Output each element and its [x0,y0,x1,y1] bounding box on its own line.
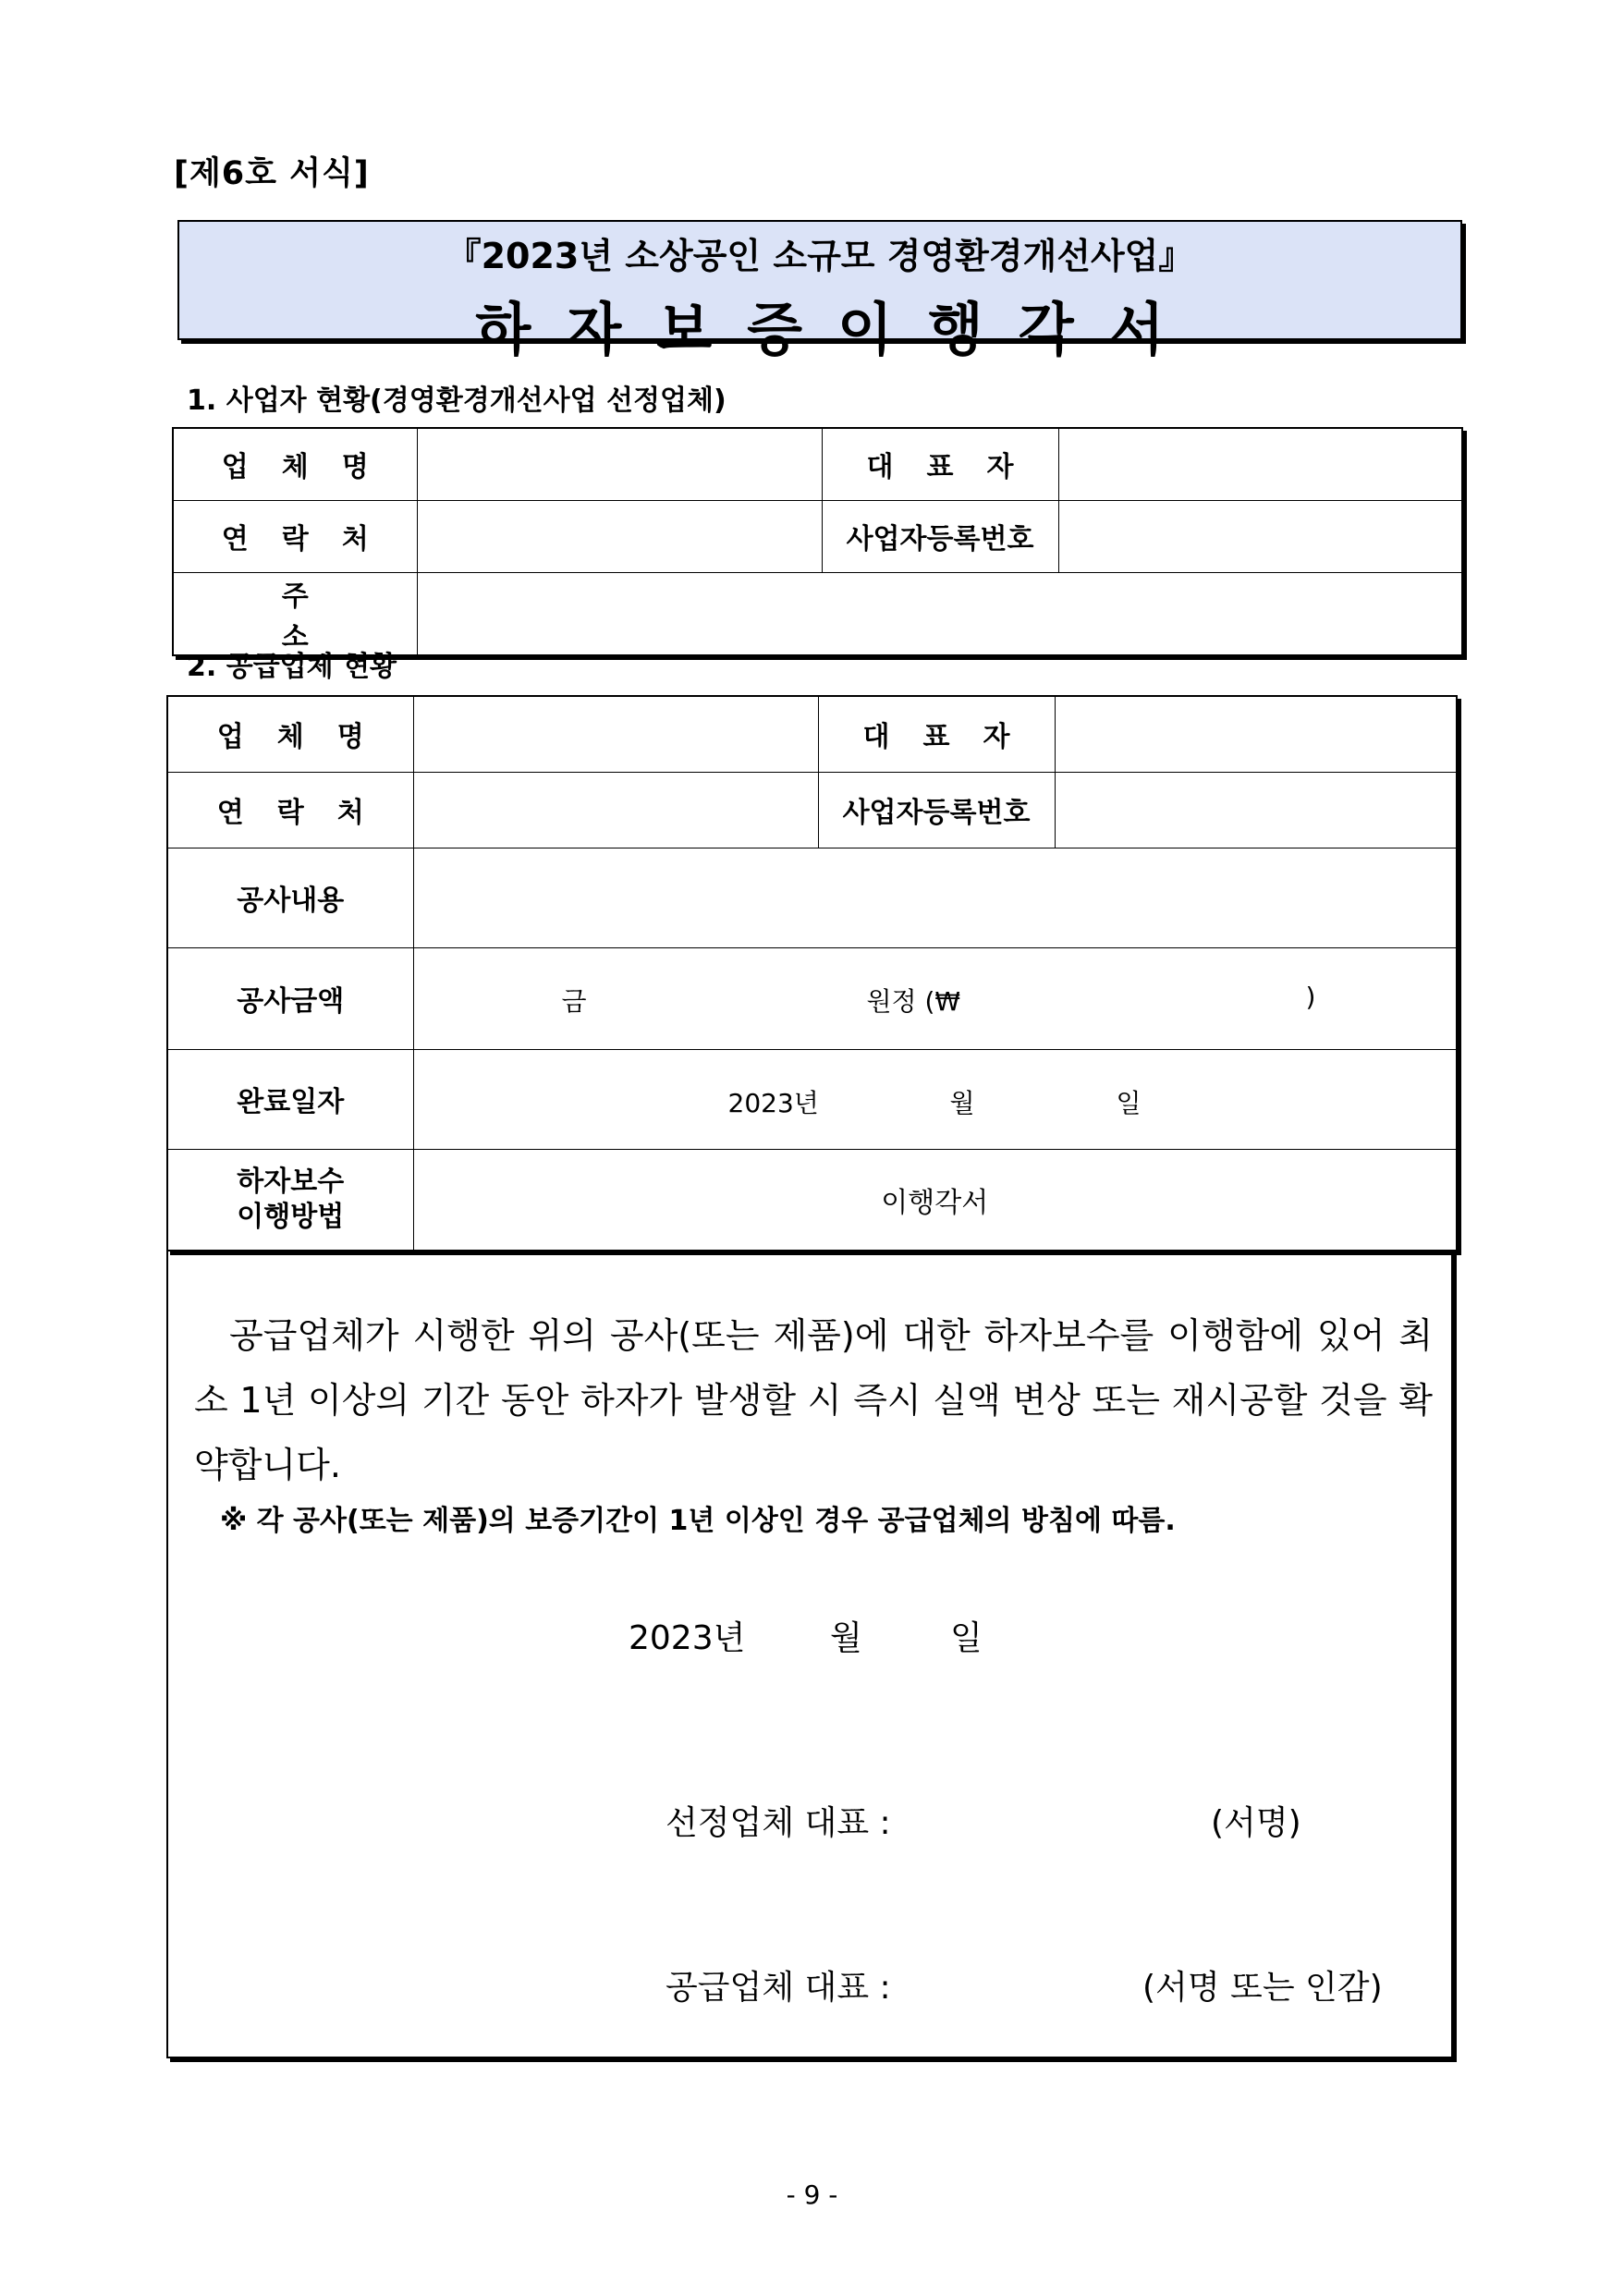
supplier-company-name-label: 업체명 [167,696,413,772]
completion-year: 2023년 [727,1087,819,1118]
repair-method-label-line1: 하자보수 [237,1165,345,1198]
supplier-company-name-field[interactable] [413,696,818,772]
completion-month: 월 [949,1087,975,1118]
amount-prefix: 금 [561,985,587,1017]
supplier-business-reg-number-label: 사업자등록번호 [818,772,1055,848]
signature-year: 2023년 [629,1619,746,1657]
supplier-info-table [166,695,1458,1251]
signature-month: 월 [830,1619,862,1657]
supplier-representative-label: 대표자 [818,696,1055,772]
completion-date-field[interactable] [413,1049,1457,1149]
title-box [177,220,1462,363]
business-reg-number-field[interactable] [1058,500,1462,572]
supplier-rep-sign[interactable]: (서명 또는 인감) [1142,1969,1383,2007]
amount-won-label: 원정 (₩ [866,985,961,1017]
representative-label: 대표자 [822,428,1058,500]
contact-label: 연락처 [173,500,417,572]
representative-field[interactable] [1058,428,1462,500]
document-title: 하자보증이행각서 [475,296,1200,363]
address-field[interactable] [417,572,1462,655]
work-content-label: 공사내용 [167,848,413,947]
business-reg-number-label: 사업자등록번호 [822,500,1058,572]
supplier-contact-field[interactable] [413,772,818,848]
company-name-field[interactable] [417,428,822,500]
supplier-rep-label: 공급업체 대표 : [665,1969,891,2007]
company-name-label: 업체명 [173,428,417,500]
repair-method-label-line2: 이행방법 [237,1200,345,1233]
section1-heading: 1. 사업자 현황(경영환경개선사업 선정업체) [187,385,727,417]
supplier-representative-field[interactable] [1055,696,1457,772]
work-amount-field[interactable] [413,947,1457,1049]
repair-method-label [167,1149,413,1251]
selected-rep-label: 선정업체 대표 : [665,1804,891,1842]
pledge-text: 공급업체가 시행한 위의 공사(또는 제품)에 대한 하자보수를 이행함에 있어 최소 1년 이상의 기간 동안 하자가 발생할 시 즉시 실액 변상 또는 재시공할 것을 확약합니다. [194,1315,1433,1485]
amount-close-paren: ) [1305,981,1316,1012]
page-number: - 9 - [786,2179,838,2210]
document-subtitle: 『2023년 소상공인 소규모 경영환경개선사업』 [446,236,1194,276]
contact-field[interactable] [417,500,822,572]
supplier-business-reg-number-field[interactable] [1055,772,1457,848]
signature-day: 일 [950,1619,983,1657]
warranty-note: ※ 각 공사(또는 제품)의 보증기간이 1년 이상인 경우 공급업체의 방침에 따름. [220,1505,1176,1537]
business-info-table [172,427,1463,656]
work-amount-label: 공사금액 [167,947,413,1049]
completion-day: 일 [1116,1087,1142,1118]
work-content-field[interactable] [413,848,1457,947]
section2-heading: 2. 공급업체 현황 [187,651,397,683]
repair-method-field: 이행각서 [413,1149,1457,1251]
supplier-contact-label: 연락처 [167,772,413,848]
completion-date-label: 완료일자 [167,1049,413,1149]
form-number: [제6호 서식] [174,155,370,192]
address-label: 주소 [173,572,417,655]
selected-rep-sign[interactable]: (서명) [1211,1804,1301,1842]
